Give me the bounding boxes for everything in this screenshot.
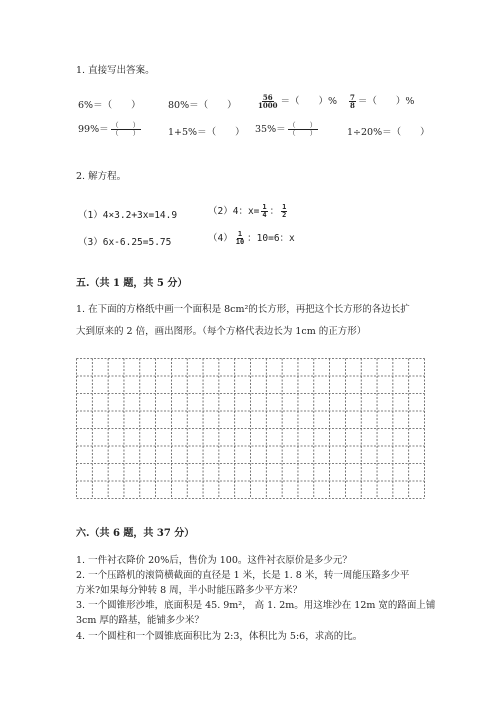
section2-title: 2. 解方程。 [76,171,127,182]
equation-2-mid: ： [269,206,280,217]
q1-item-d [347,93,414,109]
denominator: 2 [282,211,287,219]
section6-line: 1. 一件衬衣降价 20%后，售价为 100。这件衬衣原价是多少元？ [76,555,352,566]
section6-heading: 六.（共 6 题，共 37 分） [76,528,195,539]
q1-item-c [255,93,337,109]
section6-line: 4. 一个圆柱和一个圆锥底面积比为 2:3，体积比为 5:6，求高的比。 [76,631,363,642]
numerator: 1 [237,230,243,238]
section6-line: 3cm 厚的路基，能铺多少米？ [76,615,204,626]
q1-item-e [78,121,143,137]
fraction [111,122,141,137]
q1-item-a: 6%＝（ ） [78,100,141,111]
denominator: 10 [235,238,245,246]
fraction [288,122,318,137]
q1-item-c-rest: ＝（ ）% [280,96,338,107]
equation-4-pre: （4） [208,233,233,244]
equation-2 [208,203,289,219]
denominator: 1000 [258,101,278,110]
denominator: 8 [350,101,355,110]
section5-q1-line2: 大到原来的 2 倍，画出图形。（每个方格代表边长为 1cm 的正方形） [76,326,367,337]
section6-line: 3. 一个圆锥形沙堆，底面积是 45. 9m²， 高 1. 2m。用这堆沙在 12m 宽的路面上铺 [76,600,436,611]
fraction [235,231,245,246]
denominator: （ ） [288,129,317,137]
equation-3: （3）6x-6.25=5.75 [78,237,172,248]
equation-1: （1）4×3.2+3x=14.9 [78,210,178,221]
section6-line: 2. 一个压路机的滚筒横截面的直径是 1 米，长是 1. 8 米，转一周能压路多少平 [76,570,410,581]
numerator: 56 [262,93,273,102]
section1-title: 1. 直接写出答案。 [76,65,155,76]
q1-item-b: 80%＝（ ） [168,100,237,111]
fraction [281,204,287,219]
section5-q1-line1: 1. 在下面的方格纸中画一个面积是 8cm²的长方形，再把这个长方形的各边长扩 [76,304,410,315]
q1-item-d-rest: ＝（ ）% [357,96,415,107]
numerator: （ ） [288,121,317,129]
q1-item-g [255,121,320,137]
q1-item-g-pre: 35%＝ [255,124,286,135]
q1-item-h: 1÷20%＝（ ） [347,127,430,138]
section6-line: 方米?如果每分钟转 8 周，半小时能压路多少平方米？ [76,585,303,596]
numerator: 7 [350,93,355,102]
numerator: 1 [282,203,287,211]
equation-2-pre: （2）4：x= [208,206,260,217]
square-grid-paper[interactable] [76,358,425,499]
q1-item-f: 1+5%＝（ ） [168,127,245,138]
denominator: （ ） [111,129,140,137]
fraction [257,94,278,109]
numerator: （ ） [111,121,140,129]
q1-item-e-pre: 99%＝ [78,124,109,135]
fraction [349,94,356,109]
equation-4 [208,230,295,246]
numerator: 1 [262,203,267,211]
section5-heading: 五.（共 1 题，共 5 分） [76,278,188,289]
denominator: 4 [262,211,267,219]
fraction [261,204,267,219]
equation-4-rest: ：10=6：x [247,233,295,244]
